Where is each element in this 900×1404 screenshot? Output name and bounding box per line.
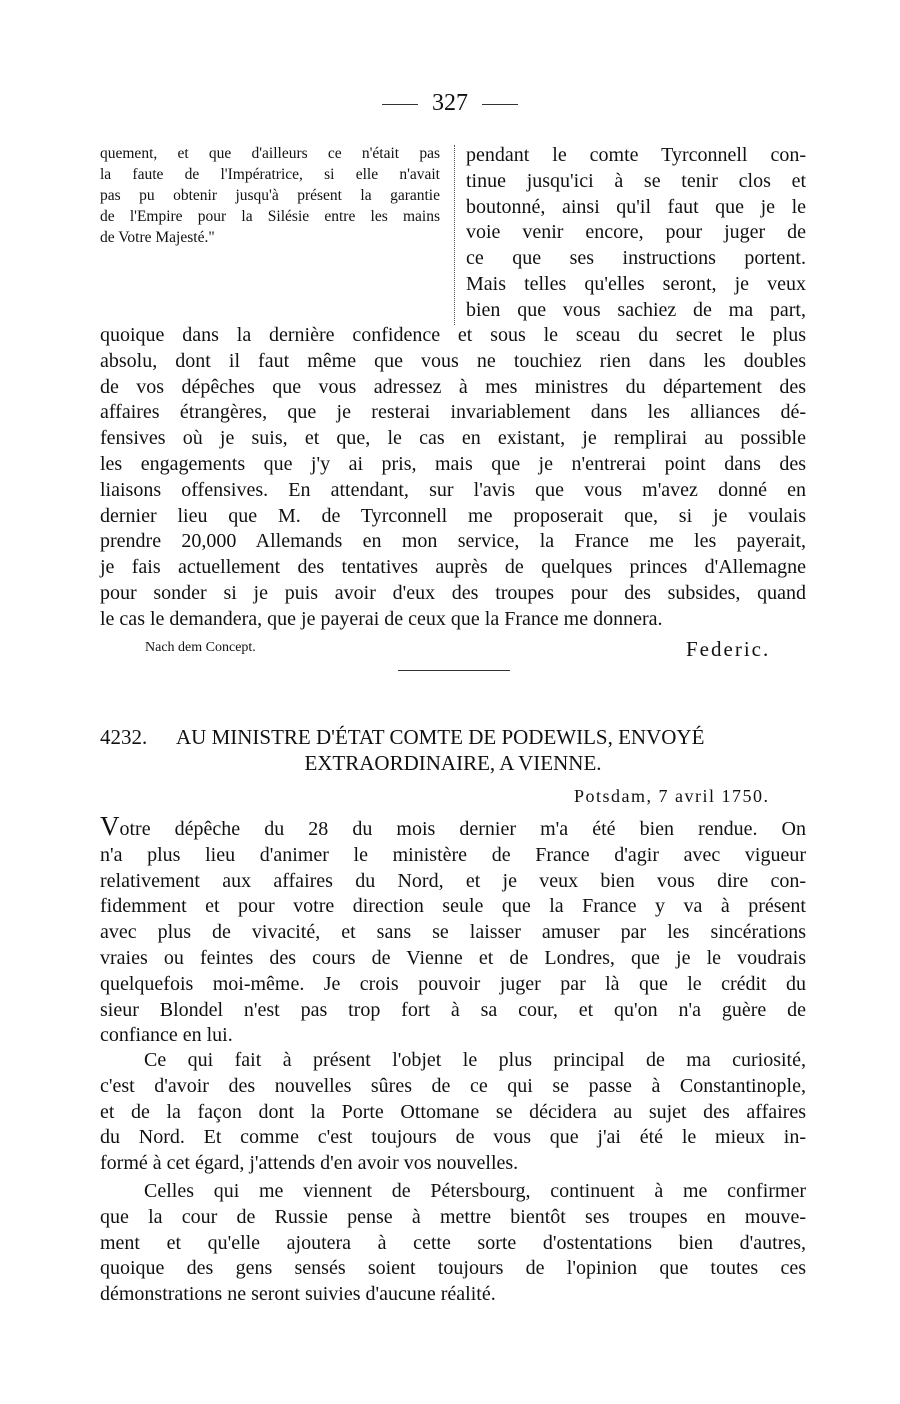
page-number bbox=[0, 90, 900, 117]
footnote-line: de l'Empire pour la Silésie entre les mains bbox=[100, 208, 440, 225]
footnote-line: quement, et que d'ailleurs ce n'était pas bbox=[100, 145, 440, 162]
body-line: quoique dans la dernière confidence et sous le sceau du secret le plus bbox=[100, 324, 806, 346]
body-line: ment et qu'elle ajoutera à cette sorte d'ostentations bien d'autres, bbox=[100, 1231, 806, 1254]
body-line: confiance en lui. bbox=[100, 1024, 233, 1047]
body-line: quoique des gens sensés soient toujours de l'opinion que toutes ces bbox=[100, 1257, 806, 1280]
footnote-line: pas pu obtenir jusqu'à présent la garantie bbox=[100, 187, 440, 204]
body-line: prendre 20,000 Allemands en mon service, la France me les payerait, bbox=[100, 530, 806, 553]
body-line: je fais actuellement des tentatives auprès de quelques princes d'Allemagne bbox=[100, 556, 806, 579]
body-line: le cas le demandera, que je payerai de ceux que la France me donnera. bbox=[100, 607, 663, 630]
right-column-line: voie venir encore, pour juger de bbox=[466, 221, 806, 244]
body-line: sieur Blondel n'est pas trop fort à sa cour, et qu'on n'a guère de bbox=[100, 998, 806, 1021]
body-line: pour sonder si je puis avoir d'eux des troupes pour des subsides, quand bbox=[100, 581, 806, 604]
body-line-text: otre dépêche du 28 du mois dernier m'a été bien rendue. On bbox=[119, 818, 806, 840]
body-line: du Nord. Et comme c'est toujours de vous que j'ai été le mieux in- bbox=[100, 1126, 806, 1149]
column-divider bbox=[454, 145, 455, 325]
body-line: fidemment et pour votre direction seule que la France y va à présent bbox=[100, 895, 806, 918]
drop-initial: V bbox=[100, 811, 120, 841]
body-line: Ce qui fait à présent l'objet le plus principal de ma curiosité, bbox=[144, 1049, 806, 1071]
letter-heading-line1: AU MINISTRE D'ÉTAT COMTE DE PODEWILS, ENVOYÉ bbox=[176, 725, 705, 749]
footnote-column bbox=[100, 143, 440, 248]
footnote-line: de Votre Majesté." bbox=[100, 229, 215, 246]
body-line: relativement aux affaires du Nord, et je veux bien vous dire con- bbox=[100, 869, 806, 892]
page-number-dash-right bbox=[482, 104, 518, 105]
body-line: n'a plus lieu d'animer le ministère de France d'agir avec vigueur bbox=[100, 843, 806, 866]
body-line: et de la façon dont la Porte Ottomane se décidera au sujet des affaires bbox=[100, 1100, 806, 1123]
dateline: Potsdam, 7 avril 1750. bbox=[574, 786, 770, 806]
signature: Federic. bbox=[686, 637, 771, 661]
body-line: affaires étrangères, que je resterai invariablement dans les alliances dé- bbox=[100, 401, 806, 424]
body-line: les engagements que j'y ai pris, mais que je n'entrerai point dans des bbox=[100, 452, 806, 475]
letter-paragraph-1 bbox=[100, 811, 806, 1049]
body-line: vraies ou feintes des cours de Vienne et de Londres, que je le voudrais bbox=[100, 946, 806, 969]
body-line bbox=[100, 811, 806, 843]
letter-number: 4232. bbox=[100, 725, 148, 749]
letter-paragraph-3 bbox=[100, 1179, 806, 1308]
right-column-line: tinue jusqu'ici à se tenir clos et bbox=[466, 169, 806, 192]
body-line: quelquefois moi-même. Je crois pouvoir juger par là que le crédit du bbox=[100, 972, 806, 995]
body-line: que la cour de Russie pense à mettre bientôt ses troupes en mouve- bbox=[100, 1205, 806, 1228]
page-number-dash-left bbox=[382, 104, 418, 105]
body-line: absolu, dont il faut même que vous ne touchiez rien dans les doubles bbox=[100, 349, 806, 372]
body-line: démonstrations ne seront suivies d'aucune réalité. bbox=[100, 1283, 496, 1306]
section-rule bbox=[398, 670, 510, 671]
right-column-line: pendant le comte Tyrconnell con- bbox=[466, 144, 806, 166]
right-column-line: ce que ses instructions portent. bbox=[466, 247, 806, 270]
body-line: avec plus de vivacité, et sans se laisser amuser par les sincérations bbox=[100, 921, 806, 944]
letter-paragraph-2 bbox=[100, 1048, 806, 1177]
body-line: fensives où je suis, et que, le cas en existant, je remplirai au possible bbox=[100, 427, 806, 450]
body-line: de vos dépêches que vous adressez à mes ministres du département des bbox=[100, 375, 806, 398]
source-note: Nach dem Concept. bbox=[145, 640, 256, 655]
letter-heading-line2: EXTRAORDINAIRE, A VIENNE. bbox=[304, 751, 602, 775]
body-line: liaisons offensives. En attendant, sur l'avis que vous m'avez donné en bbox=[100, 478, 806, 501]
right-column-line: bien que vous sachiez de ma part, bbox=[466, 298, 806, 321]
page-number-text: 327 bbox=[432, 90, 468, 116]
body-line: dernier lieu que M. de Tyrconnell me proposerait que, si je voulais bbox=[100, 504, 806, 527]
letter-heading bbox=[100, 724, 806, 776]
right-column-line: Mais telles qu'elles seront, je veux bbox=[466, 272, 806, 295]
body-line: formé à cet égard, j'attends d'en avoir vos nouvelles. bbox=[100, 1152, 519, 1175]
continuation-paragraph bbox=[100, 323, 806, 633]
body-line: c'est d'avoir des nouvelles sûres de ce qui se passe à Constantinople, bbox=[100, 1074, 806, 1097]
footnote-line: la faute de l'Impératrice, si elle n'avait bbox=[100, 166, 440, 183]
body-line: Celles qui me viennent de Pétersbourg, continuent à me confirmer bbox=[144, 1180, 806, 1202]
right-column-line: boutonné, ainsi qu'il faut que je le bbox=[466, 195, 806, 218]
right-column bbox=[466, 143, 806, 324]
